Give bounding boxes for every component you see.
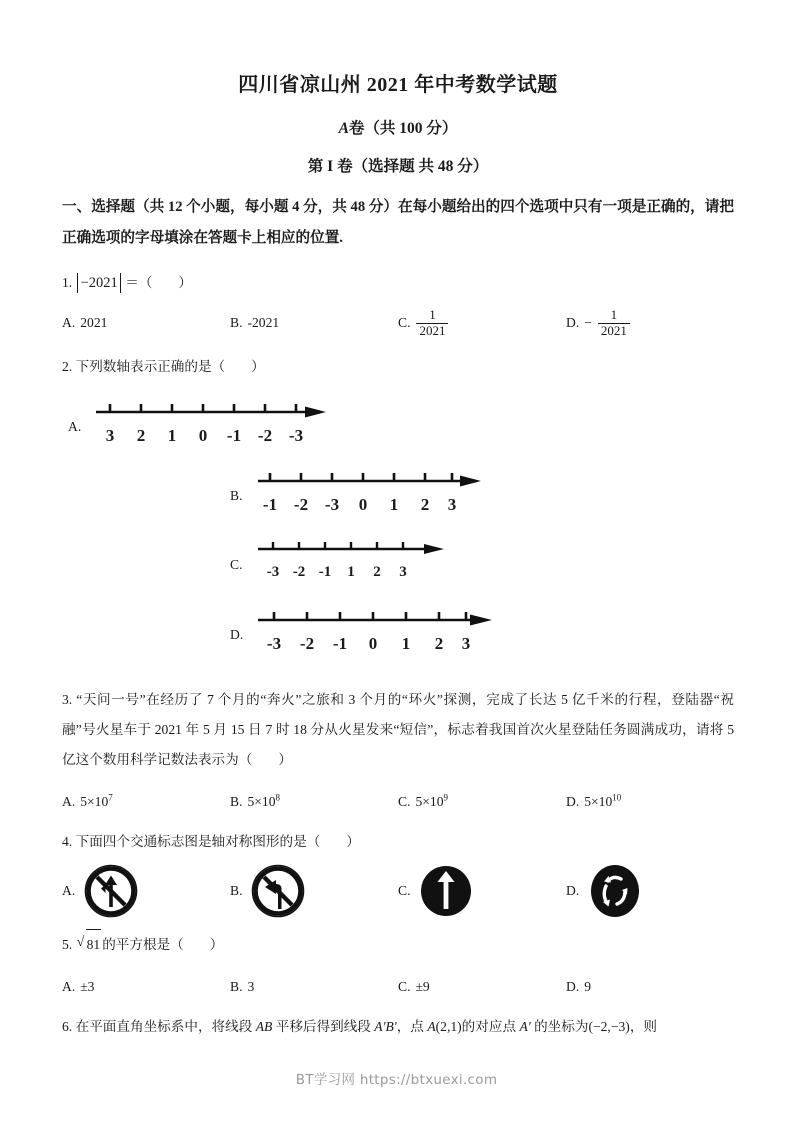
numberline-a-labels bbox=[94, 421, 334, 446]
page-content bbox=[62, 0, 734, 1042]
fraction-numerator: 1 bbox=[429, 307, 436, 322]
numberline-b-label: B. bbox=[230, 488, 243, 504]
question-5 bbox=[62, 929, 734, 1002]
question-5-stem-close: ） bbox=[209, 937, 224, 953]
option-d-label: D. bbox=[566, 979, 580, 995]
option-a-label: A. bbox=[62, 979, 76, 995]
option-d-label: D. bbox=[566, 794, 580, 810]
power-base: 5×10 bbox=[247, 794, 276, 810]
radicand: 81 bbox=[86, 929, 102, 960]
question-2-stem-text: 下列数轴表示正确的是（ bbox=[75, 359, 226, 375]
option-c[interactable] bbox=[398, 787, 566, 817]
number-line-axis-icon bbox=[256, 467, 496, 491]
question-3 bbox=[62, 685, 734, 817]
square-root-expression bbox=[77, 929, 102, 960]
option-d-text: 9 bbox=[584, 979, 592, 995]
fraction-denominator: 2021 bbox=[598, 323, 630, 339]
number-line-axis-icon bbox=[256, 536, 466, 558]
tick-label: 1 bbox=[401, 634, 411, 654]
go-straight-ahead-sign-icon bbox=[418, 863, 474, 919]
tick-label: -2 bbox=[257, 426, 273, 446]
option-a-text: 2021 bbox=[80, 315, 108, 330]
paper-label-rest: 卷（共 100 分） bbox=[348, 120, 458, 137]
option-d-fraction bbox=[598, 308, 630, 338]
tick-label: -1 bbox=[332, 634, 348, 654]
tick-label: 2 bbox=[420, 495, 430, 515]
fraction-numerator: 1 bbox=[610, 307, 618, 322]
question-5-number: 5. bbox=[62, 937, 73, 953]
question-2-stem-close: ） bbox=[251, 359, 265, 375]
sign-option-a[interactable] bbox=[62, 863, 230, 919]
numberline-c-label: C. bbox=[230, 557, 243, 573]
tick-label: -3 bbox=[266, 564, 280, 581]
numberline-b-graphic bbox=[256, 467, 496, 515]
question-6-number: 6. bbox=[62, 1019, 73, 1035]
option-c[interactable] bbox=[398, 308, 566, 338]
option-a-label: A. bbox=[62, 315, 76, 330]
tick-label: 1 bbox=[389, 495, 399, 515]
question-4-stem-text: 下面四个交通标志图是轴对称图形的是（ bbox=[75, 834, 321, 850]
tick-label: 3 bbox=[461, 634, 471, 654]
question-3-stem bbox=[62, 685, 734, 775]
numberline-d-label: D. bbox=[230, 627, 244, 643]
numberline-a-graphic bbox=[94, 398, 334, 446]
paper-label bbox=[62, 116, 734, 138]
numberline-option-c[interactable] bbox=[230, 536, 734, 580]
sign-option-b[interactable] bbox=[230, 863, 398, 919]
segment-a-prime-b-prime: A'B' bbox=[374, 1019, 397, 1035]
question-6-part-5: 的对应点 bbox=[461, 1019, 520, 1035]
option-b[interactable] bbox=[230, 308, 398, 338]
option-c-label: C. bbox=[398, 979, 411, 995]
sign-a-label: A. bbox=[62, 883, 76, 899]
option-b-text: -2021 bbox=[247, 315, 280, 330]
tick-label: -1 bbox=[318, 564, 332, 581]
question-2 bbox=[62, 352, 734, 654]
question-4-sign-options bbox=[62, 863, 734, 919]
option-a-text: ±3 bbox=[80, 979, 95, 995]
option-d[interactable] bbox=[566, 972, 734, 1002]
tick-label: -2 bbox=[293, 495, 309, 515]
numberline-option-d[interactable] bbox=[230, 606, 734, 654]
numberline-option-b[interactable] bbox=[230, 467, 734, 515]
question-5-stem bbox=[62, 929, 734, 960]
numberline-option-a[interactable] bbox=[68, 398, 734, 446]
numberline-b-labels bbox=[256, 490, 496, 515]
sign-option-c[interactable] bbox=[398, 863, 566, 919]
question-1-stem-close: ） bbox=[178, 275, 192, 290]
point-a-prime: A' bbox=[519, 1019, 531, 1035]
power-base: 5×10 bbox=[584, 794, 613, 810]
point-a: A bbox=[427, 1019, 436, 1035]
question-5-stem-tail: 的平方根是（ bbox=[102, 937, 184, 953]
option-b-label: B. bbox=[230, 794, 243, 810]
power-exponent: 8 bbox=[275, 792, 281, 803]
question-2-stem bbox=[62, 352, 734, 382]
option-b-text: 3 bbox=[247, 979, 255, 995]
option-c-value bbox=[415, 787, 448, 817]
tick-label: 2 bbox=[136, 426, 146, 446]
option-a[interactable] bbox=[62, 972, 230, 1002]
question-1-stem-tail: ＝（ bbox=[125, 275, 153, 290]
option-b-label: B. bbox=[230, 315, 243, 330]
option-c-text: ±9 bbox=[415, 979, 430, 995]
tick-label: -3 bbox=[288, 426, 304, 446]
number-line-axis-icon bbox=[94, 398, 334, 422]
numberline-d-labels bbox=[256, 629, 506, 654]
question-3-stem-text: “天问一号”在经历了 7 个月的“奔火”之旅和 3 个月的“环火”探测，完成了长达 5 亿千米的行程，登陆器“祝融”号火星车于 2021 年 5 月 15 日 7 时 18 分从火星发来“短信”，标志着我国首次火星登陆任务圆满成功，请将 5 亿这个数用科学记数法表示为（ bbox=[62, 692, 734, 768]
question-3-number: 3. bbox=[62, 692, 73, 708]
no-left-turn-sign-icon bbox=[250, 863, 306, 919]
question-6-part-6: 的坐标为(−2,−3)，则 bbox=[530, 1019, 658, 1035]
option-b[interactable] bbox=[230, 787, 398, 817]
question-1-number: 1. bbox=[62, 275, 73, 290]
option-d-label: D. bbox=[566, 315, 580, 331]
power-base: 5×10 bbox=[80, 794, 109, 810]
tick-label: -1 bbox=[262, 495, 278, 515]
segment-ab: AB bbox=[255, 1019, 273, 1035]
question-6-part-1: 在平面直角坐标系中，将线段 bbox=[75, 1019, 256, 1035]
question-1-stem bbox=[62, 268, 734, 298]
option-a[interactable] bbox=[62, 308, 230, 338]
sign-c-label: C. bbox=[398, 883, 411, 899]
roundabout-sign-icon bbox=[587, 863, 643, 919]
question-6-part-3: ，点 bbox=[396, 1019, 428, 1035]
no-straight-or-right-turn-sign-icon bbox=[83, 863, 139, 919]
question-6-part-2: 平移后得到线段 bbox=[272, 1019, 375, 1035]
question-3-stem-close: ） bbox=[278, 752, 292, 768]
power-exponent: 10 bbox=[612, 792, 622, 803]
tick-label: 3 bbox=[105, 426, 115, 446]
question-6-stem bbox=[62, 1012, 734, 1042]
page-title: 四川省凉山州 2021 年中考数学试题 bbox=[238, 74, 558, 96]
question-4-number: 4. bbox=[62, 834, 73, 850]
option-c-label: C. bbox=[398, 794, 411, 810]
power-base: 5×10 bbox=[415, 794, 444, 810]
question-4 bbox=[62, 827, 734, 919]
tick-label: 3 bbox=[447, 495, 457, 515]
option-c-fraction bbox=[416, 308, 448, 338]
tick-label: 3 bbox=[399, 564, 407, 581]
tick-label: 0 bbox=[368, 634, 378, 654]
power-exponent: 7 bbox=[108, 792, 113, 803]
tick-label: 1 bbox=[347, 564, 355, 581]
paper-label-letter: A bbox=[338, 120, 349, 137]
option-d[interactable] bbox=[566, 787, 734, 817]
option-a-label: A. bbox=[62, 794, 76, 810]
question-2-number: 2. bbox=[62, 359, 73, 375]
numberline-c-labels bbox=[256, 557, 466, 581]
section-label: 第 I 卷（选择题 共 48 分） bbox=[307, 158, 489, 175]
question-4-stem-close: ） bbox=[346, 834, 360, 850]
option-c-label: C. bbox=[398, 315, 411, 331]
option-b[interactable] bbox=[230, 972, 398, 1002]
sign-b-label: B. bbox=[230, 883, 243, 899]
numberline-c-graphic bbox=[256, 536, 466, 581]
sign-d-label: D. bbox=[566, 883, 580, 899]
tick-label: -2 bbox=[292, 564, 306, 581]
tick-label: -3 bbox=[266, 634, 282, 654]
question-1-options bbox=[62, 308, 734, 338]
option-d-value bbox=[584, 787, 621, 817]
fraction-denominator: 2021 bbox=[416, 323, 448, 339]
power-exponent: 9 bbox=[443, 792, 449, 803]
tick-label: -2 bbox=[299, 634, 315, 654]
question-6 bbox=[62, 1012, 734, 1042]
tick-label: 2 bbox=[373, 564, 381, 581]
option-b-label: B. bbox=[230, 979, 243, 995]
option-d-sign: − bbox=[584, 315, 592, 331]
question-1 bbox=[62, 268, 734, 338]
option-c[interactable] bbox=[398, 972, 566, 1002]
absolute-value-expression: −2021 bbox=[77, 273, 121, 293]
numberline-a-label: A. bbox=[68, 419, 82, 435]
tick-label: 1 bbox=[167, 426, 177, 446]
option-b-value bbox=[247, 787, 280, 817]
footer-watermark: BT学习网 https://btxuexi.com bbox=[295, 1072, 498, 1088]
tick-label: -3 bbox=[324, 495, 340, 515]
question-4-stem bbox=[62, 827, 734, 857]
numberline-d-graphic bbox=[256, 606, 506, 654]
question-5-options bbox=[62, 972, 734, 1002]
option-a[interactable] bbox=[62, 787, 230, 817]
tick-label: 0 bbox=[358, 495, 368, 515]
tick-label: 2 bbox=[434, 634, 444, 654]
option-d[interactable] bbox=[566, 308, 734, 338]
sign-option-d[interactable] bbox=[566, 863, 734, 919]
number-line-axis-icon bbox=[256, 606, 506, 630]
tick-label: -1 bbox=[226, 426, 242, 446]
question-3-options bbox=[62, 787, 734, 817]
point-a-coords: (2,1) bbox=[435, 1019, 462, 1035]
tick-label: 0 bbox=[198, 426, 208, 446]
section-instructions: 一、选择题（共 12 个小题，每小题 4 分，共 48 分）在每小题给出的四个选项中只有一项是正确的，请把正确选项的字母填涂在答题卡上相应的位置. bbox=[62, 199, 734, 246]
option-a-value bbox=[80, 787, 113, 817]
